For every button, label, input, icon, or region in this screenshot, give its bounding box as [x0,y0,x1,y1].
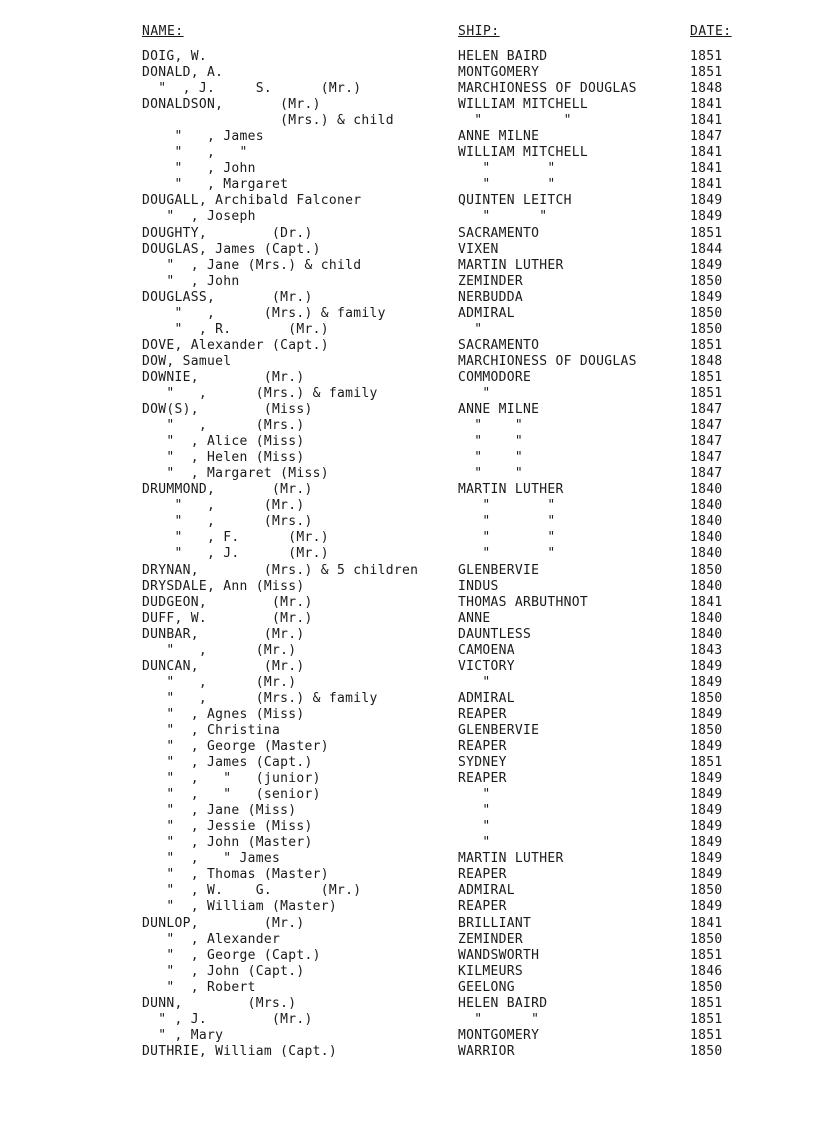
table-row [0,964,816,980]
ship-name: HELEN BAIRD [458,49,548,64]
arrival-date: 1849 [690,851,723,867]
arrival-date: 1849 [690,739,723,755]
passenger-name: DUNLOP, (Mr.) [142,915,305,931]
table-row [0,466,816,482]
table-row [0,498,816,514]
arrival-date: 1851 [690,995,723,1011]
passenger-name: " , J. (Mr.) [142,1011,313,1027]
arrival-date: 1849 [690,209,723,225]
date-column-header: DATE: [690,24,732,39]
table-row [0,932,816,948]
passenger-name: " , J. S. (Mr.) [142,81,362,97]
passenger-name: " , (Mrs.) & family [142,385,378,401]
passenger-name: " , J. (Mr.) [142,546,329,562]
ship-name: ADMIRAL [458,690,515,706]
table-row [0,948,816,964]
arrival-date: 1841 [690,177,723,193]
table-row [0,819,816,835]
table-row [0,242,816,258]
table-row [0,1012,816,1028]
arrival-date: 1846 [690,963,723,979]
table-row [0,851,816,867]
table-row [0,370,816,386]
passenger-name: DUNCAN, (Mr.) [142,658,305,674]
passenger-name: " , W. G. (Mr.) [142,883,362,899]
ship-name: " " [458,418,524,434]
passenger-name: DOUGHTY, (Dr.) [142,225,313,241]
ship-name: SYDNEY [458,755,507,771]
ship-name: " " [458,450,524,466]
ship-name: WANDSWORTH [458,947,540,963]
passenger-name: " , Margaret [142,177,289,193]
table-row [0,402,816,418]
ship-name: " " [458,514,556,530]
ship-name: MARCHIONESS OF DOUGLAS [458,81,637,97]
ship-name: " " [458,1011,540,1027]
passenger-name: DOW, Samuel [142,353,232,369]
ship-name: REAPER [458,706,507,722]
table-row [0,723,816,739]
arrival-date: 1847 [690,450,723,466]
passenger-name: " , " (junior) [142,771,321,787]
arrival-date: 1840 [690,626,723,642]
passenger-name: " , (Mrs.) [142,514,313,530]
table-row [0,771,816,787]
ship-name: " [458,803,491,819]
passenger-name: " , John [142,161,256,177]
ship-name: ANNE MILNE [458,129,540,145]
arrival-date: 1850 [690,321,723,337]
arrival-date: 1848 [690,353,723,369]
ship-name: HELEN BAIRD [458,995,548,1011]
ship-name: " " [458,498,556,514]
arrival-date: 1840 [690,530,723,546]
ship-name: ZEMINDER [458,273,524,289]
table-row [0,354,816,370]
ship-name: " " [458,177,556,193]
ship-name: " " [458,434,524,450]
arrival-date: 1849 [690,771,723,787]
ship-name: GLENBERVIE [458,562,540,578]
passenger-name: " , (Mr.) [142,642,297,658]
passenger-name: " , Christina [142,722,281,738]
passenger-name: DUNN, (Mrs.) [142,995,297,1011]
table-row [0,386,816,402]
arrival-date: 1844 [690,241,723,257]
passenger-name: " , Helen (Miss) [142,450,305,466]
ship-name: MARTIN LUTHER [458,851,564,867]
ship-name: MARCHIONESS OF DOUGLAS [458,353,637,369]
passenger-name: " , (Mrs.) & family [142,690,378,706]
table-row [0,563,816,579]
arrival-date: 1849 [690,674,723,690]
table-row [0,177,816,193]
passenger-name: (Mrs.) & child [142,113,394,129]
arrival-date: 1849 [690,658,723,674]
table-row [0,627,816,643]
table-row [0,434,816,450]
ship-name: " [458,835,491,851]
table-row [0,530,816,546]
ship-name: THOMAS ARBUTHNOT [458,594,589,610]
ship-name: ANNE MILNE [458,402,540,418]
passenger-name: " , Alexander [142,931,281,947]
arrival-date: 1849 [690,706,723,722]
arrival-date: 1849 [690,787,723,803]
arrival-date: 1841 [690,594,723,610]
table-row [0,81,816,97]
ship-name: MONTGOMERY [458,1027,540,1043]
arrival-date: 1851 [690,385,723,401]
arrival-date: 1851 [690,337,723,353]
arrival-date: 1840 [690,498,723,514]
ship-name: NERBUDDA [458,289,524,305]
passenger-name: DUDGEON, (Mr.) [142,594,313,610]
table-row [0,209,816,225]
passenger-name: DOIG, W. [142,49,208,64]
passenger-name: " , Joseph [142,209,256,225]
passenger-name: " , R. (Mr.) [142,321,329,337]
arrival-date: 1851 [690,225,723,241]
arrival-date: 1849 [690,257,723,273]
ship-name: COMMODORE [458,369,532,385]
table-row [0,835,816,851]
ship-name: KILMEURS [458,963,524,979]
arrival-date: 1851 [690,65,723,81]
ship-name: " " [458,466,524,482]
passenger-name: " , (Mrs.) & family [142,305,386,321]
table-row [0,65,816,81]
arrival-date: 1850 [690,273,723,289]
arrival-date: 1850 [690,722,723,738]
arrival-date: 1849 [690,835,723,851]
arrival-date: 1840 [690,610,723,626]
arrival-date: 1847 [690,418,723,434]
passenger-name: " , F. (Mr.) [142,530,329,546]
arrival-date: 1841 [690,113,723,129]
passenger-name: " , Margaret (Miss) [142,466,329,482]
ship-name: DAUNTLESS [458,626,532,642]
table-row [0,883,816,899]
table-row [0,322,816,338]
passenger-name: " , Thomas (Master) [142,867,329,883]
passenger-name: " , John (Master) [142,835,313,851]
arrival-date: 1840 [690,514,723,530]
ship-name: " " [458,546,556,562]
arrival-date: 1849 [690,289,723,305]
arrival-date: 1851 [690,49,723,64]
passenger-name: " , (Mr.) [142,498,305,514]
ship-name: WILLIAM MITCHELL [458,145,589,161]
table-row [0,418,816,434]
table-row [0,306,816,322]
ship-name: " [458,385,491,401]
arrival-date: 1851 [690,369,723,385]
ship-name: WILLIAM MITCHELL [458,97,589,113]
passenger-name: " , John [142,273,240,289]
table-row [0,739,816,755]
table-row [0,338,816,354]
ship-name: CAMOENA [458,642,515,658]
passenger-name: " , Robert [142,979,256,995]
passenger-name: DOUGLASS, (Mr.) [142,289,313,305]
table-row [0,996,816,1012]
table-row [0,755,816,771]
table-row [0,145,816,161]
arrival-date: 1841 [690,161,723,177]
table-row [0,980,816,996]
arrival-date: 1840 [690,546,723,562]
ship-name: REAPER [458,867,507,883]
arrival-date: 1851 [690,755,723,771]
ship-name: " " [458,530,556,546]
passenger-name: DOW(S), (Miss) [142,402,313,418]
passenger-name: " , William (Master) [142,899,338,915]
ship-column-header: SHIP: [458,24,500,39]
table-row [0,659,816,675]
arrival-date: 1850 [690,931,723,947]
table-row [0,916,816,932]
ship-name: " [458,321,483,337]
ship-name: SACRAMENTO [458,337,540,353]
passenger-name: " , (Mrs.) [142,418,305,434]
table-row [0,161,816,177]
passenger-name: DOWNIE, (Mr.) [142,369,305,385]
passenger-name: " , George (Capt.) [142,947,321,963]
table-row [0,611,816,627]
arrival-date: 1843 [690,642,723,658]
ship-name: MONTGOMERY [458,65,540,81]
table-row [0,643,816,659]
passenger-name: DOUGLAS, James (Capt.) [142,241,321,257]
passenger-name: " , Jessie (Miss) [142,819,313,835]
passenger-name: " , Mary [142,1027,224,1043]
arrival-date: 1849 [690,819,723,835]
table-row [0,514,816,530]
arrival-date: 1849 [690,899,723,915]
arrival-date: 1851 [690,947,723,963]
arrival-date: 1850 [690,562,723,578]
ship-name: " [458,819,491,835]
passenger-name: " , James [142,129,264,145]
ship-name: GLENBERVIE [458,722,540,738]
arrival-date: 1847 [690,434,723,450]
table-row [0,867,816,883]
table-row [0,787,816,803]
arrival-date: 1849 [690,193,723,209]
passenger-name: " , George (Master) [142,739,329,755]
passenger-name: DONALDSON, (Mr.) [142,97,321,113]
table-row [0,899,816,915]
arrival-date: 1850 [690,690,723,706]
passenger-name: DOUGALL, Archibald Falconer [142,193,362,209]
passenger-name: DRYNAN, (Mrs.) & 5 children [142,562,419,578]
table-row [0,579,816,595]
arrival-date: 1848 [690,81,723,97]
table-row [0,290,816,306]
ship-name: BRILLIANT [458,915,532,931]
arrival-date: 1849 [690,867,723,883]
passenger-name: DRUMMOND, (Mr.) [142,482,313,498]
table-row [0,226,816,242]
arrival-date: 1847 [690,129,723,145]
ship-name: " " [458,161,556,177]
table-row [0,482,816,498]
table-row [0,691,816,707]
passenger-name: DRYSDALE, Ann (Miss) [142,578,305,594]
arrival-date: 1841 [690,145,723,161]
passenger-name: " , " [142,145,248,161]
arrival-date: 1850 [690,1043,723,1059]
table-row [0,1044,816,1060]
arrival-date: 1850 [690,883,723,899]
table-row [0,49,816,65]
passenger-name: " , (Mr.) [142,674,297,690]
ship-name: VICTORY [458,658,515,674]
table-row [0,1028,816,1044]
ship-name: VIXEN [458,241,499,257]
arrival-date: 1847 [690,466,723,482]
ship-name: MARTIN LUTHER [458,482,564,498]
ship-name: INDUS [458,578,499,594]
ship-name: ANNE [458,610,491,626]
passenger-name: DOVE, Alexander (Capt.) [142,337,329,353]
ship-name: ADMIRAL [458,305,515,321]
passenger-name: " , Agnes (Miss) [142,706,305,722]
table-row [0,193,816,209]
ship-name: " [458,787,491,803]
table-row [0,546,816,562]
passenger-name: " , Jane (Miss) [142,803,297,819]
table-row [0,707,816,723]
passenger-name: " , John (Capt.) [142,963,305,979]
arrival-date: 1841 [690,915,723,931]
ship-name: " " [458,209,548,225]
arrival-date: 1841 [690,97,723,113]
passenger-name: " , Alice (Miss) [142,434,305,450]
arrival-date: 1851 [690,1027,723,1043]
ship-name: WARRIOR [458,1043,515,1059]
arrival-date: 1851 [690,1011,723,1027]
ship-name: QUINTEN LEITCH [458,193,572,209]
table-row [0,258,816,274]
passenger-name: " , " James [142,851,281,867]
ship-name: " [458,674,491,690]
table-row [0,274,816,290]
ship-name: SACRAMENTO [458,225,540,241]
table-row [0,803,816,819]
table-row [0,450,816,466]
name-column-header: NAME: [142,24,184,39]
ship-name: ADMIRAL [458,883,515,899]
arrival-date: 1850 [690,305,723,321]
passenger-name: DUNBAR, (Mr.) [142,626,305,642]
ship-name: REAPER [458,771,507,787]
arrival-date: 1840 [690,482,723,498]
table-row [0,129,816,145]
table-row [0,97,816,113]
passenger-name: " , James (Capt.) [142,755,313,771]
passenger-name: DONALD, A. [142,65,224,81]
table-row [0,595,816,611]
arrival-date: 1849 [690,803,723,819]
ship-name: REAPER [458,899,507,915]
passenger-rows [0,49,816,1060]
passenger-name: " , Jane (Mrs.) & child [142,257,362,273]
ship-name: GEELONG [458,979,515,995]
passenger-name: " , " (senior) [142,787,321,803]
ship-name: " " [458,113,572,129]
table-row [0,675,816,691]
arrival-date: 1847 [690,402,723,418]
table-row [0,113,816,129]
arrival-date: 1840 [690,578,723,594]
ship-name: REAPER [458,739,507,755]
arrival-date: 1850 [690,979,723,995]
ship-name: ZEMINDER [458,931,524,947]
passenger-name: DUTHRIE, William (Capt.) [142,1043,338,1059]
passenger-name: DUFF, W. (Mr.) [142,610,313,626]
ship-name: MARTIN LUTHER [458,257,564,273]
